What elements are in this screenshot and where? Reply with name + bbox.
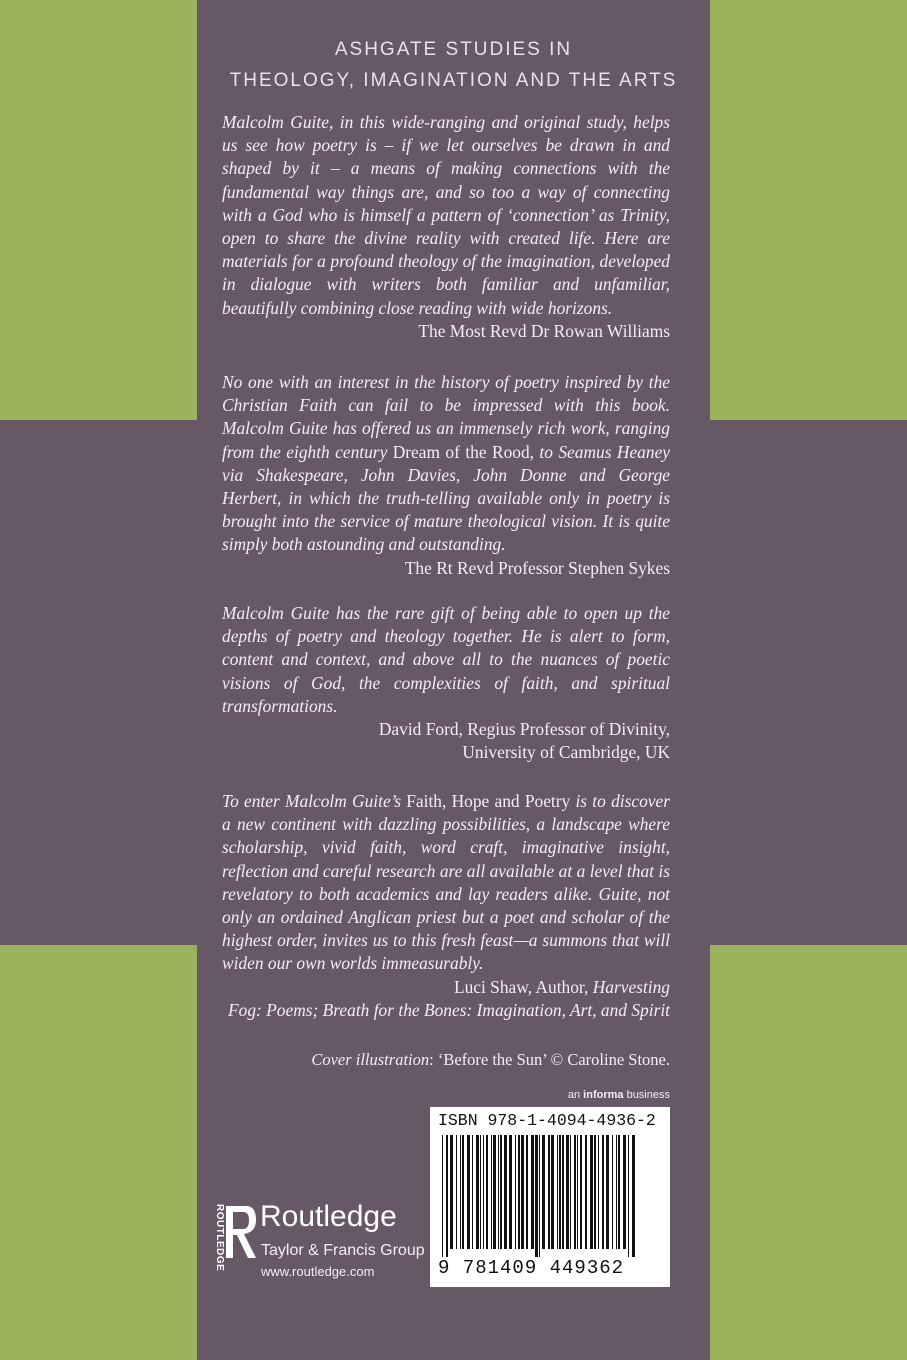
quote-text: is to discover a new continent with dazzling possibilities, a landscape where scholarship, vivid faith, word craft, imaginative insight, reflection and careful research are all available at a level that is revelatory to both academics and lay readers alike. Guite, not only an ordained Anglican priest but a poet and scholar of the highest order, invites us to this fresh feast—a summons that will widen our own worlds immeasurably. bbox=[222, 791, 670, 974]
series-line-1: ASHGATE STUDIES IN bbox=[334, 39, 573, 60]
review-quote bbox=[222, 371, 670, 557]
attribution-text: Luci Shaw, Author, bbox=[453, 976, 593, 997]
attribution-title: Harvesting bbox=[592, 976, 670, 997]
quote-text: No one with an interest in the history of poetry inspired by the Christian Faith can fail to be impressed with this book. Malcolm Guite has offered us an immensely rich work, ranging from the eighth century bbox=[222, 372, 670, 462]
quote-text: to Seamus Heaney via Shakespeare, John Davies, John Donne and George Herbert, in which the truth-telling available only in poetry is brought into the service of mature theological vision. It is quite simply both astounding and outstanding. bbox=[222, 441, 671, 555]
isbn-number: ISBN 978-1-4094-4936-2 bbox=[438, 1111, 656, 1130]
review-1 bbox=[222, 111, 670, 343]
cover-credit-text: : ‘Before the Sun’ © Caroline Stone. bbox=[429, 1050, 670, 1069]
cover-credit-label: Cover illustration bbox=[311, 1050, 430, 1069]
green-panel-bottom-right bbox=[710, 945, 907, 1360]
publisher-group: Taylor & Francis Group bbox=[261, 1242, 425, 1259]
work-title: Dream of the Rood, bbox=[392, 441, 535, 462]
review-attribution bbox=[222, 976, 670, 1022]
attribution-line bbox=[222, 999, 670, 1022]
series-line-2: THEOLOGY, IMAGINATION AND THE ARTS bbox=[229, 70, 678, 91]
work-title: Faith, Hope and Poetry bbox=[406, 791, 571, 811]
review-3 bbox=[222, 602, 670, 764]
attribution-line: David Ford, Regius Professor of Divinity, bbox=[378, 719, 670, 740]
publisher-url: www.routledge.com bbox=[261, 1264, 375, 1279]
green-panel-top-left bbox=[0, 0, 197, 420]
barcode-bars bbox=[438, 1135, 662, 1257]
barcode-digits: 9 781409 449362 bbox=[438, 1257, 625, 1279]
review-attribution bbox=[222, 718, 670, 764]
routledge-vertical-wordmark: ROUTLEDGE bbox=[214, 1204, 225, 1272]
cover-credit bbox=[222, 1050, 670, 1070]
review-4 bbox=[222, 790, 670, 1022]
review-quote: Malcolm Guite, in this wide-ranging and original study, helps us see how poetry is – if we let ourselves be drawn in and shaped by it – a means of making connections with the fundamental way things are, and so too a way of connecting with a God who is himself a pattern of ‘connection’ as Trinity, open to share the divine reality with created life. Here are materials for a profound theology of the imagination, developed in dialogue with writers both familiar and unfamiliar, beautifully combining close reading with wide horizons. bbox=[222, 112, 670, 318]
routledge-r-logo-icon bbox=[206, 1200, 258, 1290]
quote-text: To enter Malcolm Guite’s bbox=[222, 791, 407, 811]
publisher-name: Routledge bbox=[260, 1200, 397, 1233]
review-2 bbox=[222, 371, 670, 580]
green-panel-bottom-left bbox=[0, 945, 197, 1360]
informa-prefix: an bbox=[567, 1089, 584, 1101]
review-quote bbox=[222, 790, 670, 976]
attribution-line: The Rt Revd Professor Stephen Sykes bbox=[404, 557, 670, 578]
informa-suffix: business bbox=[623, 1089, 670, 1101]
informa-brand: informa bbox=[583, 1089, 624, 1101]
publisher-logo bbox=[206, 1200, 426, 1290]
attribution-line: The Most Revd Dr Rowan Williams bbox=[418, 320, 670, 341]
attribution-line bbox=[222, 976, 670, 999]
isbn-barcode bbox=[430, 1107, 670, 1287]
attribution-title: Fog: Poems; Breath for the Bones: Imagination, Art, and Spirit bbox=[228, 999, 670, 1020]
green-panel-top-right bbox=[710, 0, 907, 420]
attribution-line: University of Cambridge, UK bbox=[462, 742, 670, 763]
review-quote: Malcolm Guite has the rare gift of being able to open up the depths of poetry and theology together. He is alert to form, content and context, and above all to the nuances of poetic visions of God, the complexities of faith, and spiritual transformations. bbox=[222, 603, 670, 716]
review-attribution bbox=[222, 320, 670, 343]
informa-tagline bbox=[540, 1089, 670, 1101]
review-attribution bbox=[222, 557, 670, 580]
series-title bbox=[197, 34, 710, 96]
